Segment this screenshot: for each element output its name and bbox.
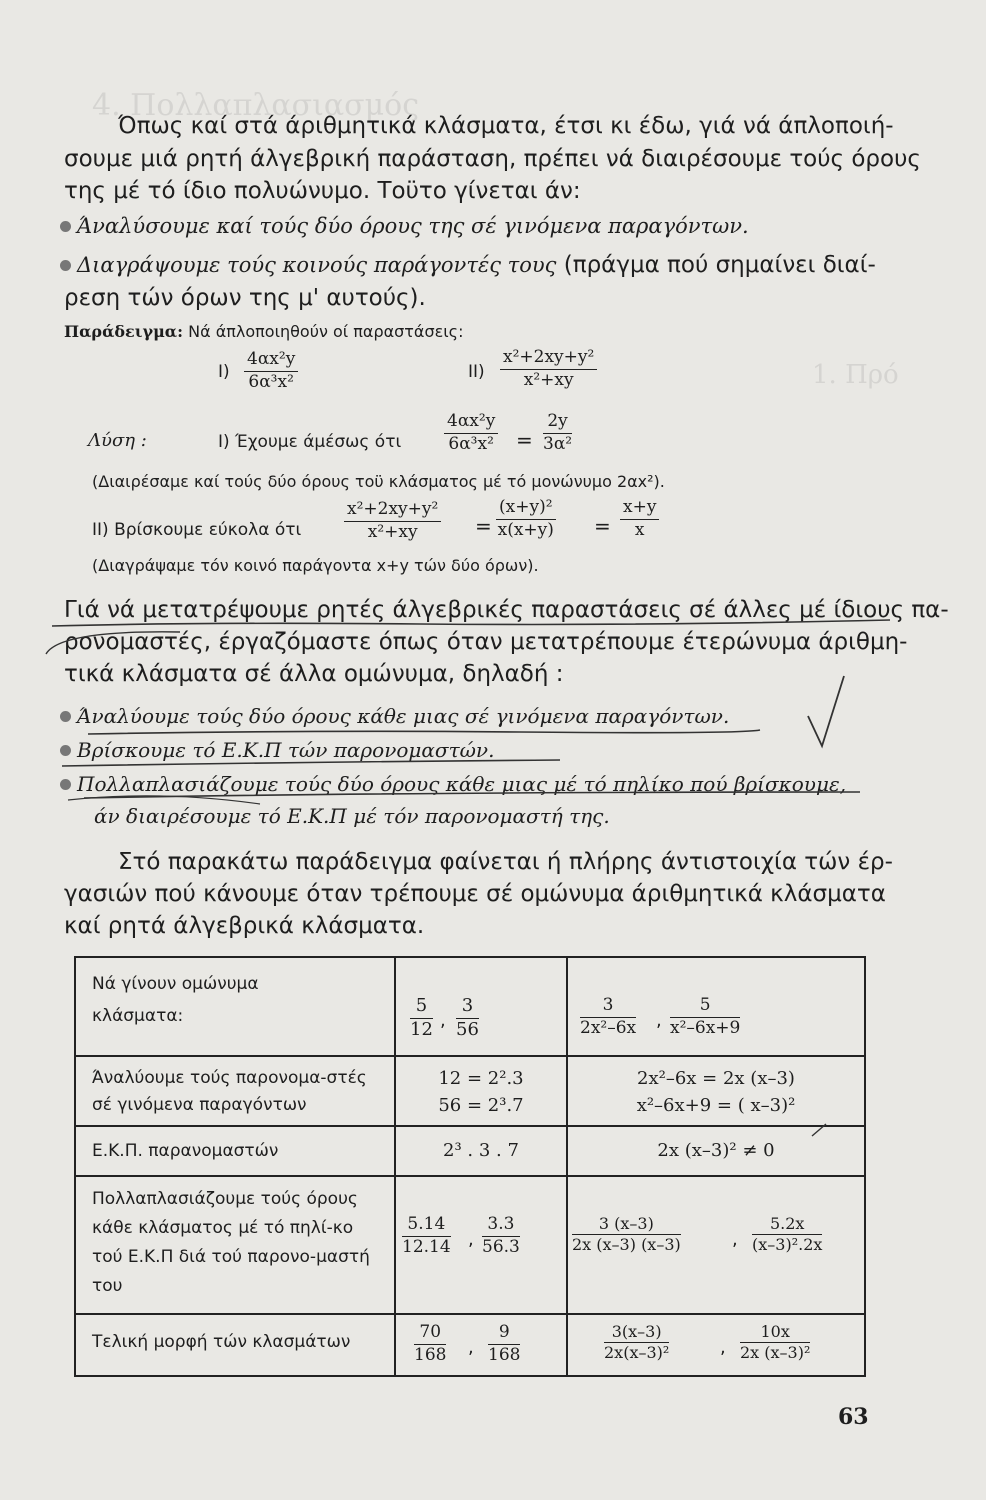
closing-line-2: γασιών πού κάνουμε όταν τρέπουμε σέ ομώνυμα άριθμητικά κλάσματα (64, 881, 886, 907)
pen-underline-2 (46, 632, 180, 654)
convert-line-3: τικά κλάσματα σέ άλλα ομώνυμα, δηλαδή : (64, 661, 564, 687)
solution-ii-result: $\frac{x+y}{x}$ (620, 498, 659, 540)
table-cell-algebraic: $\frac{3 (x-3)}{2x (x-3) (x-3)}$ , $\frac{5.2x}{\text{(x–3)².2x}}$ (567, 1176, 865, 1314)
solution-ii-text: II) Βρίσκουμε εύκολα ότι (92, 520, 302, 540)
solution-label: Λύση : (88, 430, 147, 451)
rule-multiply-terms: Πολλαπλασιάζουμε τούς δύο όρους κάθε μιας μέ τό πηλίκο πού βρίσκουμε, (60, 772, 846, 796)
fraction: $\frac{3}{56}$ (456, 995, 479, 1040)
solution-i-text: I) Έχουμε άμέσως ότι (218, 432, 402, 452)
fraction: $\frac{3}{\text{2x²–6x}}$ (580, 995, 637, 1038)
fraction: $\frac{70}{168}$ (414, 1322, 447, 1365)
table-cell-label: Νά γίνουν ομώνυμα κλάσματα: (75, 957, 395, 1056)
solution-ii-fraction: $\frac{\text{x²+2xy+y²}}{\text{x²+xy}}$ (344, 500, 441, 542)
fraction: $\frac{3.3}{56.3}$ (482, 1214, 520, 1257)
bleed-through-text: 1. Πρό (812, 360, 899, 390)
convert-line-2: ρονομαστές, έργαζόμαστε όπως όταν μετατρέπουμε έτερώνυμα άριθμη- (64, 629, 908, 655)
table-cell-numeric: 2³ . 3 . 7 (395, 1126, 567, 1176)
fraction: $\frac{5.2x}{\text{(x–3)².2x}}$ (752, 1214, 823, 1255)
example-fraction-1: $\frac{\text{4αx²y}}{\text{6α³x²}}$ (244, 350, 298, 392)
intro-line-1: Όπως καί στά άριθμητικά κλάσματα, έτσι κι έδω, γιά νά άπλοποιή- (118, 113, 894, 139)
intro-line-3: της μέ τό ίδιο πολυώνυμο. Τοϋτο γίνεται άν: (64, 178, 581, 204)
solution-i-result: $\frac{2y}{\text{3α²}}$ (543, 411, 573, 454)
solution-i-note: (Διαιρέσαμε καί τούς δύο όρους τοϋ κλάσματος μέ τό μονώνυμο 2αx²). (92, 472, 665, 491)
equals-sign: = (516, 428, 533, 452)
equals-sign: = (475, 514, 492, 538)
table-cell-algebraic: $\frac{3}{\text{2x²–6x}}$ , $\frac{5}{\text{x²–6x+9}}$ (567, 957, 865, 1056)
table-cell-numeric: 12 = 2².3 56 = 2³.7 (395, 1056, 567, 1126)
example-heading: Παράδειγμα: Νά άπλοποιηθούν οί παραστάσεις: (64, 322, 464, 341)
equals-sign: = (594, 514, 611, 538)
fraction: $\frac{3(x-3)}{\text{2x(x–3)²}}$ (604, 1322, 670, 1363)
table-cell-numeric: $\frac{5.14}{12.14}$ , $\frac{3.3}{56.3}$ (395, 1176, 567, 1314)
pen-underline-4 (62, 760, 560, 766)
rule-cancel-common: Διαγράψουμε τούς κοινούς παράγοντές τους (πράγμα πού σημαίνει διαί- (60, 249, 876, 281)
convert-line-1: Γιά νά μετατρέψουμε ρητές άλγεβρικές παραστάσεις σέ άλλες μέ ίδιους πα- (64, 597, 949, 623)
example-fraction-2: $\frac{\text{x²+2xy+y²}}{\text{x²+xy}}$ (500, 348, 597, 390)
table-cell-numeric: $\frac{70}{168}$ , $\frac{9}{168}$ (395, 1314, 567, 1376)
table-cell-label: Τελική μορφή τών κλασμάτων (75, 1314, 395, 1376)
table-cell-numeric: $\frac{5}{12}$ , $\frac{3}{56}$ (395, 957, 567, 1056)
rule-cancel-common-cont: ρεση τών όρων της μ' αυτούς). (64, 285, 426, 311)
fraction: $\frac{5}{\text{x²–6x+9}}$ (670, 995, 741, 1038)
solution-ii-mid: $\frac{\text{(x+y)²}}{x(x+y)}$ (497, 497, 554, 540)
pen-checkmark (808, 676, 844, 746)
table-cell-label: Άναλύουμε τούς παρονομα-στές σέ γινόμενα παραγόντων (75, 1056, 395, 1126)
pen-underline-3 (88, 730, 760, 734)
closing-line-1: Στό παρακάτω παράδειγμα φαίνεται ή πλήρης άντιστοιχία τών έρ- (118, 849, 893, 875)
pen-underline-5 (84, 792, 860, 798)
rule-multiply-terms-cont: άν διαιρέσουμε τό Ε.Κ.Π μέ τόν παρονομαστή της. (94, 804, 610, 828)
solution-ii-note: (Διαγράψαμε τόν κοινό παράγοντα x+y τών δύο όρων). (92, 556, 539, 575)
example-roman-2: II) (468, 362, 485, 382)
example-roman-1: I) (218, 362, 230, 382)
table-cell-algebraic: 2x (x–3)² ≠ 0 (567, 1126, 865, 1176)
bleed-through-text: 4. Πολλαπλασιασμός (92, 88, 419, 123)
pen-dash (812, 1124, 826, 1136)
fraction: $\frac{5}{12}$ (410, 995, 433, 1040)
fraction: $\frac{5.14}{12.14}$ (402, 1214, 451, 1257)
pen-underline-1 (52, 620, 890, 626)
solution-i-fraction: $\frac{\text{4αx²y}}{\text{6α³x²}}$ (444, 412, 498, 454)
rule-find-lcm: Βρίσκουμε τό Ε.Κ.Π τών παρονομαστών. (60, 738, 494, 762)
fraction: $\frac{9}{168}$ (488, 1322, 521, 1365)
closing-line-3: καί ρητά άλγεβρικά κλάσματα. (64, 913, 425, 939)
table-cell-label: Ε.Κ.Π. παρανομαστών (75, 1126, 395, 1176)
table-cell-label: Πολλαπλασιάζουμε τούς όρους κάθε κλάσματος μέ τό πηλί-κο τού Ε.Κ.Π διά τού παρονο-μαστή του (75, 1176, 395, 1314)
table-cell-algebraic: 2x²–6x = 2x (x–3) x²–6x+9 = ( x–3)² (567, 1056, 865, 1126)
fraction: $\frac{3 (x-3)}{2x (x-3) (x-3)}$ (572, 1214, 681, 1255)
table-cell-algebraic: $\frac{3(x-3)}{\text{2x(x–3)²}}$ , $\frac{10x}{\text{2x (x–3)²}}$ (567, 1314, 865, 1376)
intro-line-2: σουμε μιά ρητή άλγεβρική παράσταση, πρέπει νά διαιρέσουμε τούς όρους (64, 146, 921, 172)
fraction: $\frac{10x}{\text{2x (x–3)²}}$ (740, 1322, 811, 1363)
rule-factor-terms: Άναλύσουμε καί τούς δύο όρους της σέ γινόμενα παραγόντων. (60, 214, 749, 238)
page-number: 63 (838, 1404, 869, 1430)
rule-factor-denominators: Άναλύουμε τούς δύο όρους κάθε μιας σέ γινόμενα παραγόντων. (60, 704, 729, 728)
